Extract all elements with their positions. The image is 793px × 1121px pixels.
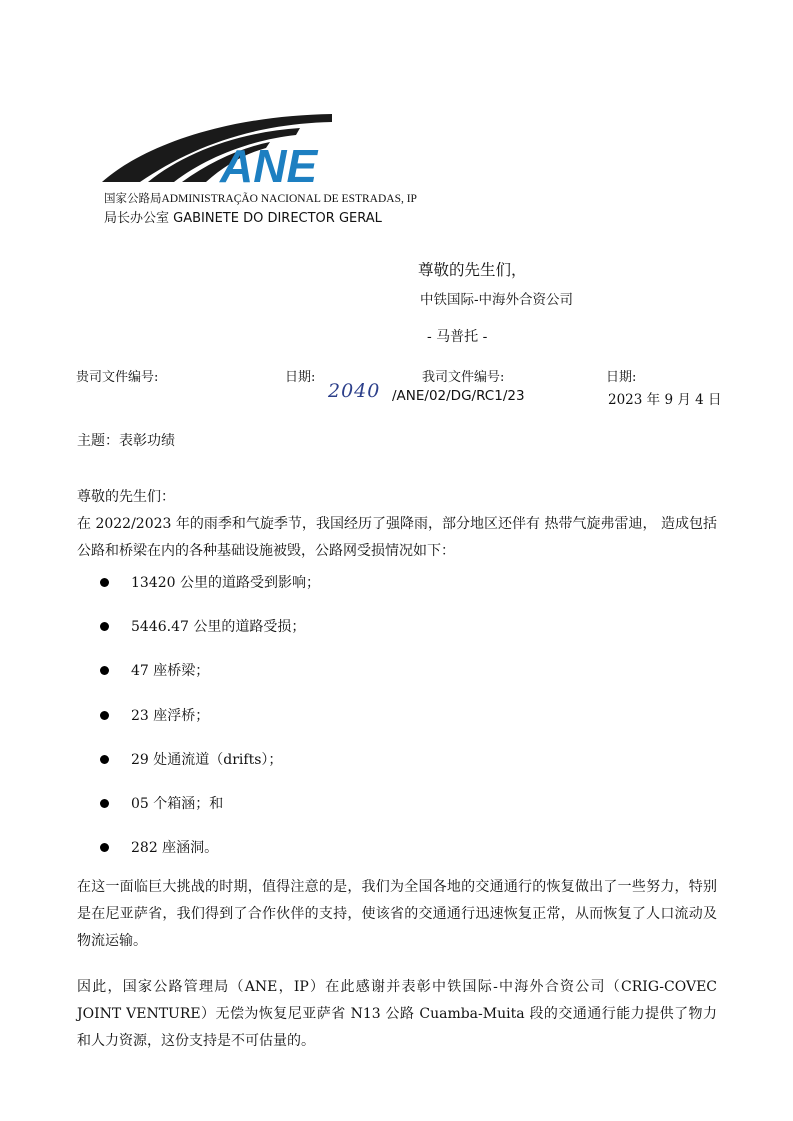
bullet-icon [100, 755, 109, 764]
subject-line: 主题：表彰功绩 [77, 433, 175, 449]
office-name: 局长办公室 GABINETE DO DIRECTOR GERAL [104, 211, 382, 226]
letter-date: 2023 年 9 月 4 日 [608, 392, 722, 408]
list-item: 5446.47 公里的道路受损； [98, 616, 320, 660]
list-item: 13420 公里的道路受到影响； [98, 572, 320, 616]
bullet-icon [100, 666, 109, 675]
paragraph-3: 因此，国家公路管理局（ANE，IP）在此感谢并表彰中铁国际-中海外合资公司（CRIG-COVEC JOINT VENTURE）无偿为恢复尼亚萨省 N13 公路 Cuamba-Muita 段的交通通行能力提供了物力和人力资源，这份支持是不可估量的。 [77, 979, 717, 1049]
logo-text: ANE [220, 140, 318, 188]
our-ref-label: 我司文件编号: [422, 370, 505, 385]
your-ref-label: 贵司文件编号: [76, 370, 159, 385]
bullet-icon [100, 711, 109, 720]
recipient-name: 中铁国际-中海外合资公司 [420, 292, 574, 308]
bullet-icon [100, 843, 109, 852]
damage-list [98, 572, 320, 881]
list-item: 05 个箱涵；和 [98, 793, 320, 837]
paragraph-2: 在这一面临巨大挑战的时期，值得注意的是，我们为全国各地的交通通行的恢复做出了一些努力，特别是在尼亚萨省，我们得到了合作伙伴的支持，使该省的交通通行迅速恢复正常，从而恢复了人口流动及物流运输。 [77, 879, 717, 949]
list-item: 282 座涵洞。 [98, 837, 320, 881]
salutation-body: 尊敬的先生们： [77, 489, 175, 505]
recipient-city: - 马普托 - [427, 329, 488, 345]
bullet-icon [100, 622, 109, 631]
our-ref-value: /ANE/02/DG/RC1/23 [392, 388, 525, 404]
agency-name: 国家公路局ADMINISTRAÇÃO NACIONAL DE ESTRADAS, IP [104, 193, 417, 205]
list-item: 23 座浮桥； [98, 705, 320, 749]
salutation-top: 尊敬的先生们， [418, 261, 527, 279]
bullet-icon [100, 578, 109, 587]
bullet-icon [100, 799, 109, 808]
ane-logo [100, 108, 340, 188]
list-item: 29 处通流道（drifts）； [98, 749, 320, 793]
list-item: 47 座桥梁； [98, 660, 320, 704]
paragraph-1: 在 2022/2023 年的雨季和气旋季节，我国经历了强降雨，部分地区还伴有 热带气旋弗雷迪， 造成包括公路和桥梁在内的各种基础设施被毁，公路网受损情况如下： [77, 516, 717, 559]
handwritten-ref-number: 2040 [328, 380, 381, 402]
date-label-2: 日期: [606, 370, 637, 385]
date-label-1: 日期: [285, 370, 316, 385]
